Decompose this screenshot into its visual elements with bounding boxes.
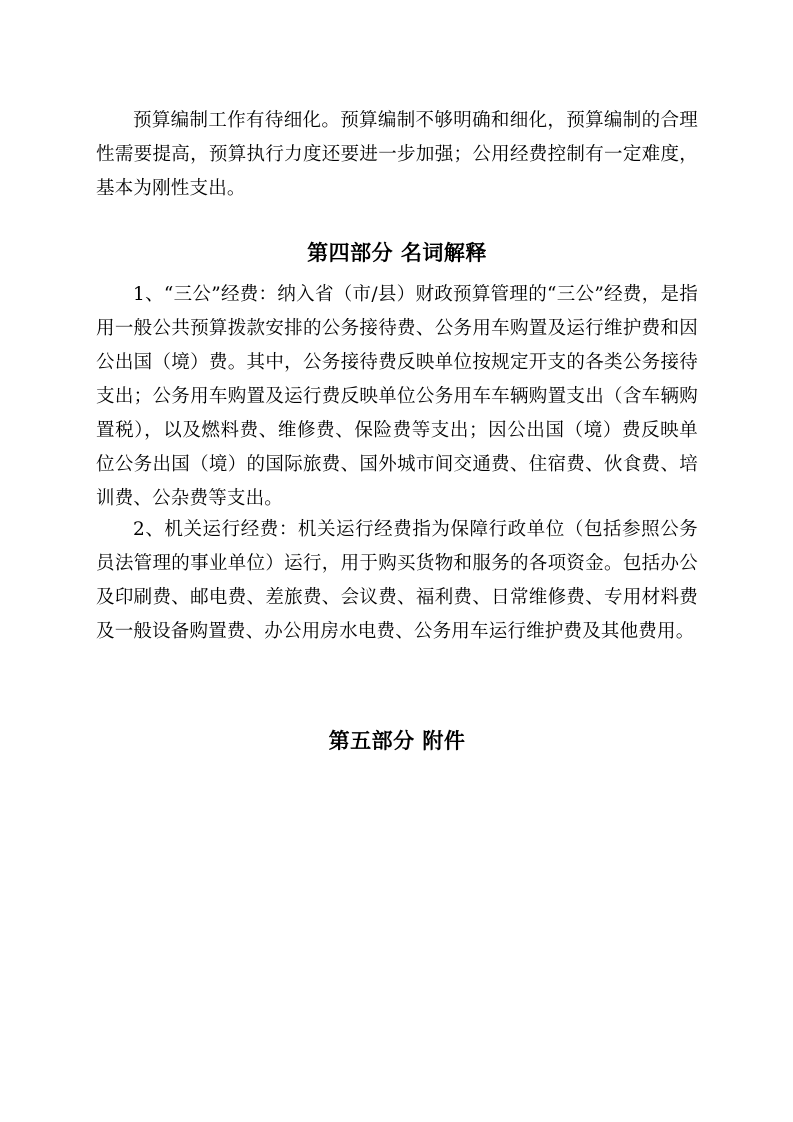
definition-three-public-expenses: 1、“三公”经费：纳入省（市/县）财政预算管理的“三公”经费，是指用一般公共预算拨款安排的公务接待费、公务用车购置及运行维护费和因公出国（境）费。其中，公务接待费反映单位按规定开支的各类公务接待支出；公务用车购置及运行费反映单位公务用车车辆购置支出（含车辆购置税），以及燃料费、维修费、保险费等支出；因公出国（境）费反映单位公务出国（境）的国际旅费、国外城市间交通费、住宿费、伙食费、培训费、公杂费等支出。 <box>96 284 698 509</box>
section-four-heading: 第四部分 名词解释 <box>307 241 487 265</box>
section-five-heading: 第五部分 附件 <box>328 729 466 753</box>
definition-agency-operating-expenses: 2、机关运行经费：机关运行经费指为保障行政单位（包括参照公务员法管理的事业单位）运行，用于购买货物和服务的各项资金。包括办公及印刷费、邮电费、差旅费、会议费、福利费、日常维修费、专用材料费及一般设备购置费、办公用房水电费、公务用车运行维护费及其他费用。 <box>96 519 698 642</box>
intro-paragraph: 预算编制工作有待细化。预算编制不够明确和细化，预算编制的合理性需要提高，预算执行力度还要进一步加强；公用经费控制有一定难度，基本为刚性支出。 <box>96 110 698 199</box>
